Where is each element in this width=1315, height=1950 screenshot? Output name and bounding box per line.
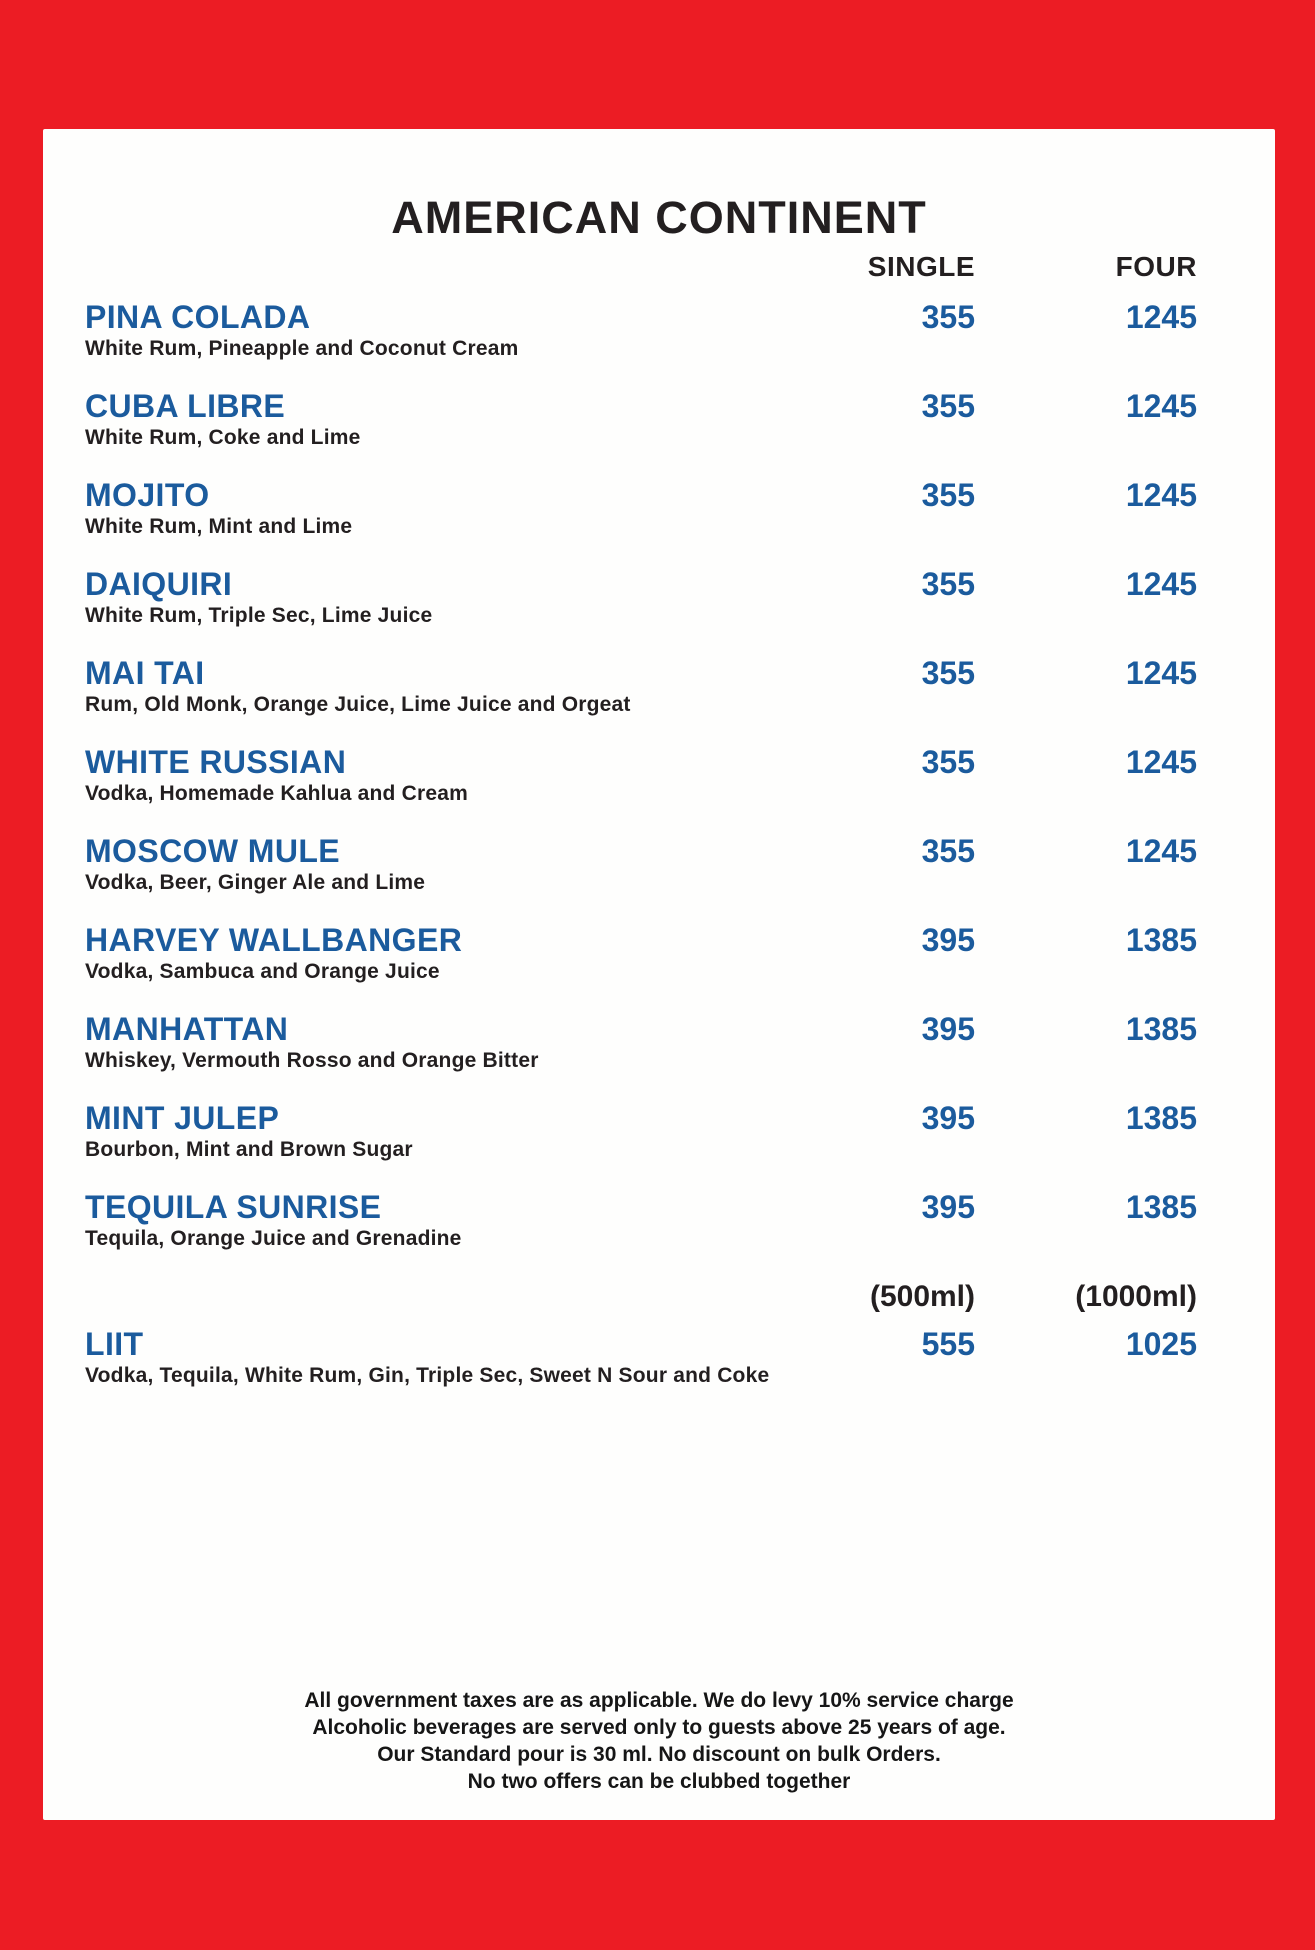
menu-item-row [43,657,1275,746]
item-price-single: 395 [921,1100,975,1136]
disclaimer-line: No two offers can be clubbed together [467,1770,851,1793]
item-price-four: 1245 [1125,566,1197,602]
menu-item-info [85,924,1275,984]
menu-item-info [85,1013,1275,1073]
menu-item-info [85,1328,1275,1388]
menu-item-row [43,568,1275,657]
menu-item-row [43,746,1275,835]
item-price-single: 355 [921,655,975,691]
item-price-single: 355 [921,299,975,335]
menu-item-row-liit [43,1328,1275,1417]
item-price-single: 355 [921,477,975,513]
disclaimer-line: Our Standard pour is 30 ml. No discount on bulk Orders. [377,1743,941,1766]
item-description: Vodka, Tequila, White Rum, Gin, Triple Sec, Sweet N Sour and Coke [85,1364,770,1387]
item-description: Vodka, Beer, Ginger Ale and Lime [85,871,426,894]
item-name: MOSCOW MULE [85,833,341,869]
size-label-500ml: (500ml) [869,1280,975,1313]
item-price-four: 1385 [1125,922,1197,958]
menu-item-row [43,479,1275,568]
item-description: Tequila, Orange Juice and Grenadine [85,1227,462,1250]
menu-items-list [43,301,1275,1417]
item-name: TEQUILA SUNRISE [85,1189,382,1225]
item-description: Rum, Old Monk, Orange Juice, Lime Juice and Orgeat [85,693,631,716]
item-name: LIIT [85,1326,144,1362]
item-price-single: 355 [921,744,975,780]
item-description: Vodka, Homemade Kahlua and Cream [85,782,468,805]
menu-item-info [85,835,1275,895]
menu-item-info [85,568,1275,628]
item-description: White Rum, Triple Sec, Lime Juice [85,604,433,627]
item-price-four: 1245 [1125,744,1197,780]
menu-item-row [43,1102,1275,1191]
item-price-single: 555 [921,1326,975,1362]
menu-item-info [85,1191,1275,1251]
item-price-four: 1385 [1125,1011,1197,1047]
item-description: Bourbon, Mint and Brown Sugar [85,1138,413,1161]
item-name: MAI TAI [85,655,205,691]
item-price-single: 355 [921,833,975,869]
item-price-single: 395 [921,1011,975,1047]
item-name: HARVEY WALLBANGER [85,922,463,958]
menu-item-info [85,390,1275,450]
item-description: Vodka, Sambuca and Orange Juice [85,960,440,983]
item-price-single: 355 [921,388,975,424]
menu-item-info [85,301,1275,361]
item-description: Whiskey, Vermouth Rosso and Orange Bitter [85,1049,539,1072]
item-name: WHITE RUSSIAN [85,744,347,780]
item-price-single: 395 [921,1189,975,1225]
item-price-four: 1025 [1125,1326,1197,1362]
size-row [43,1280,1275,1328]
menu-title: AMERICAN CONTINENT [391,192,927,243]
column-header-single: SINGLE [867,251,975,282]
menu-page [43,129,1275,1820]
item-description: White Rum, Coke and Lime [85,426,361,449]
item-description: White Rum, Pineapple and Coconut Cream [85,337,519,360]
menu-item-info [85,479,1275,539]
item-price-four: 1245 [1125,655,1197,691]
disclaimer-text [43,1687,1275,1795]
menu-item-row [43,835,1275,924]
item-price-four: 1245 [1125,388,1197,424]
menu-item-row [43,924,1275,1013]
column-header-four: FOUR [1115,251,1197,282]
item-price-single: 355 [921,566,975,602]
item-price-four: 1245 [1125,299,1197,335]
item-price-four: 1245 [1125,833,1197,869]
item-name: DAIQUIRI [85,566,233,602]
menu-items-rows [43,301,1275,1280]
item-price-four: 1385 [1125,1100,1197,1136]
menu-item-row [43,1191,1275,1280]
item-name: MINT JULEP [85,1100,280,1136]
menu-item-info [85,746,1275,806]
size-label-1000ml: (1000ml) [1075,1280,1197,1313]
menu-item-row [43,1013,1275,1102]
menu-item-row [43,301,1275,390]
menu-item-row [43,390,1275,479]
menu-item-info [85,657,1275,717]
item-name: MOJITO [85,477,210,513]
item-name: CUBA LIBRE [85,388,286,424]
disclaimer-line: All government taxes are as applicable. We do levy 10% service charge [304,1689,1014,1712]
item-name: PINA COLADA [85,299,311,335]
item-price-four: 1385 [1125,1189,1197,1225]
price-column-headers [43,251,1275,285]
menu-item-info [85,1102,1275,1162]
item-price-four: 1245 [1125,477,1197,513]
disclaimer-line: Alcoholic beverages are served only to guests above 25 years of age. [312,1716,1006,1739]
item-price-single: 395 [921,922,975,958]
item-name: MANHATTAN [85,1011,289,1047]
item-description: White Rum, Mint and Lime [85,515,353,538]
